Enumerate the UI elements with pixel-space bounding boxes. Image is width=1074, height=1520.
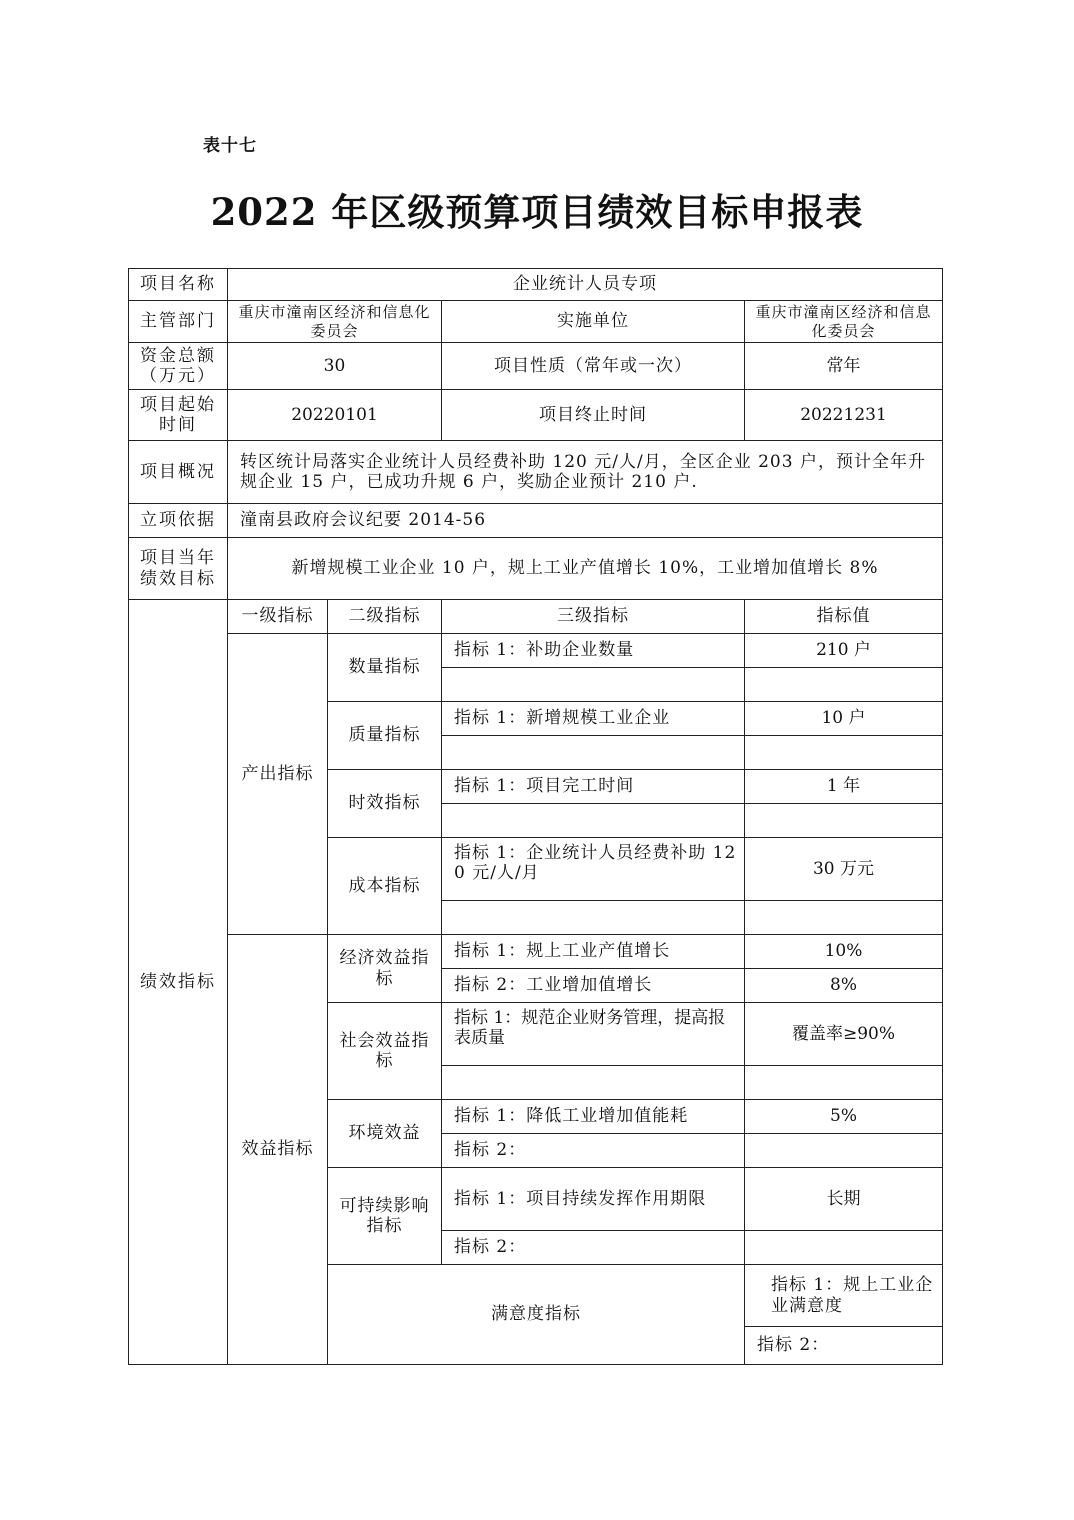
economic-item-1: 指标 1：规上工业产值增长 <box>442 935 745 969</box>
economic-value-1: 10% <box>745 935 943 969</box>
dept-value: 重庆市潼南区经济和信息化委员会 <box>228 301 442 343</box>
end-time-value: 20221231 <box>745 390 943 441</box>
quantity-item-empty <box>442 668 745 702</box>
quality-item-1: 指标 1：新增规模工业企业 <box>442 702 745 736</box>
social-value-empty <box>745 1066 943 1100</box>
timeliness-indicator-label: 时效指标 <box>328 770 442 838</box>
timeliness-item-empty <box>442 804 745 838</box>
satisfaction-item-1: 指标 1：规上工业企业满意度 <box>745 1265 943 1327</box>
sustainable-value-2 <box>745 1231 943 1265</box>
project-name-label: 项目名称 <box>129 269 228 301</box>
header-level1: 一级指标 <box>228 600 328 634</box>
social-indicator-label: 社会效益指标 <box>328 1003 442 1100</box>
header-level2: 二级指标 <box>328 600 442 634</box>
impl-unit-label: 实施单位 <box>442 301 745 343</box>
annual-goal-value: 新增规模工业企业 10 户，规上工业产值增长 10%，工业增加值增长 8% <box>228 538 943 600</box>
environment-item-1: 指标 1：降低工业增加值能耗 <box>442 1100 745 1134</box>
timeliness-value-1: 1 年 <box>745 770 943 804</box>
overview-label: 项目概况 <box>129 441 228 504</box>
table-number: 表十七 <box>203 136 257 156</box>
impl-unit-value: 重庆市潼南区经济和信息化委员会 <box>745 301 943 343</box>
sustainable-item-1: 指标 1：项目持续发挥作用期限 <box>442 1168 745 1231</box>
environment-value-2 <box>745 1134 943 1168</box>
environment-value-1: 5% <box>745 1100 943 1134</box>
satisfaction-item-2: 指标 2： <box>745 1327 943 1365</box>
quantity-indicator-label: 数量指标 <box>328 634 442 702</box>
economic-indicator-label: 经济效益指标 <box>328 935 442 1003</box>
dept-label: 主管部门 <box>129 301 228 343</box>
project-nature-value: 常年 <box>745 343 943 390</box>
quantity-item-1: 指标 1：补助企业数量 <box>442 634 745 668</box>
project-nature-label: 项目性质（常年或一次） <box>442 343 745 390</box>
start-time-value: 20220101 <box>228 390 442 441</box>
performance-goal-table <box>128 268 943 1365</box>
quantity-value-empty <box>745 668 943 702</box>
cost-item-empty <box>442 901 745 935</box>
environment-indicator-label: 环境效益 <box>328 1100 442 1168</box>
cost-indicator-label: 成本指标 <box>328 838 442 935</box>
social-item-empty <box>442 1066 745 1100</box>
end-time-label: 项目终止时间 <box>442 390 745 441</box>
header-value: 指标值 <box>745 600 943 634</box>
cost-item-1: 指标 1：企业统计人员经费补助 120 元/人/月 <box>442 838 745 901</box>
sustainable-value-1: 长期 <box>745 1168 943 1231</box>
annual-goal-label: 项目当年绩效目标 <box>129 538 228 600</box>
overview-value: 转区统计局落实企业统计人员经费补助 120 元/人/月，全区企业 203 户，预计全年升规企业 15 户，已成功升规 6 户，奖励企业预计 210 户. <box>228 441 943 504</box>
basis-label: 立项依据 <box>129 504 228 538</box>
header-level3: 三级指标 <box>442 600 745 634</box>
sustainable-indicator-label: 可持续影响指标 <box>328 1168 442 1265</box>
economic-item-2: 指标 2：工业增加值增长 <box>442 969 745 1003</box>
quantity-value-1: 210 户 <box>745 634 943 668</box>
start-time-label: 项目起始时间 <box>129 390 228 441</box>
fund-total-label: 资金总额（万元） <box>129 343 228 390</box>
social-value-1: 覆盖率≥90% <box>745 1003 943 1066</box>
cost-value-1: 30 万元 <box>745 838 943 901</box>
timeliness-item-1: 指标 1：项目完工时间 <box>442 770 745 804</box>
sustainable-item-2: 指标 2： <box>442 1231 745 1265</box>
quality-value-empty <box>745 736 943 770</box>
document-title: 2022 年区级预算项目绩效目标申报表 <box>210 190 864 234</box>
project-name-value: 企业统计人员专项 <box>228 269 943 301</box>
quality-value-1: 10 户 <box>745 702 943 736</box>
indicators-section-label: 绩效指标 <box>129 600 228 1365</box>
cost-value-empty <box>745 901 943 935</box>
social-item-1: 指标 1：规范企业财务管理，提高报表质量 <box>442 1003 745 1066</box>
satisfaction-indicator-label: 满意度指标 <box>328 1265 745 1365</box>
output-indicator-label: 产出指标 <box>228 634 328 935</box>
fund-total-value: 30 <box>228 343 442 390</box>
economic-value-2: 8% <box>745 969 943 1003</box>
timeliness-value-empty <box>745 804 943 838</box>
quality-indicator-label: 质量指标 <box>328 702 442 770</box>
environment-item-2: 指标 2： <box>442 1134 745 1168</box>
benefit-indicator-label: 效益指标 <box>228 935 328 1365</box>
basis-value: 潼南县政府会议纪要 2014-56 <box>228 504 943 538</box>
quality-item-empty <box>442 736 745 770</box>
